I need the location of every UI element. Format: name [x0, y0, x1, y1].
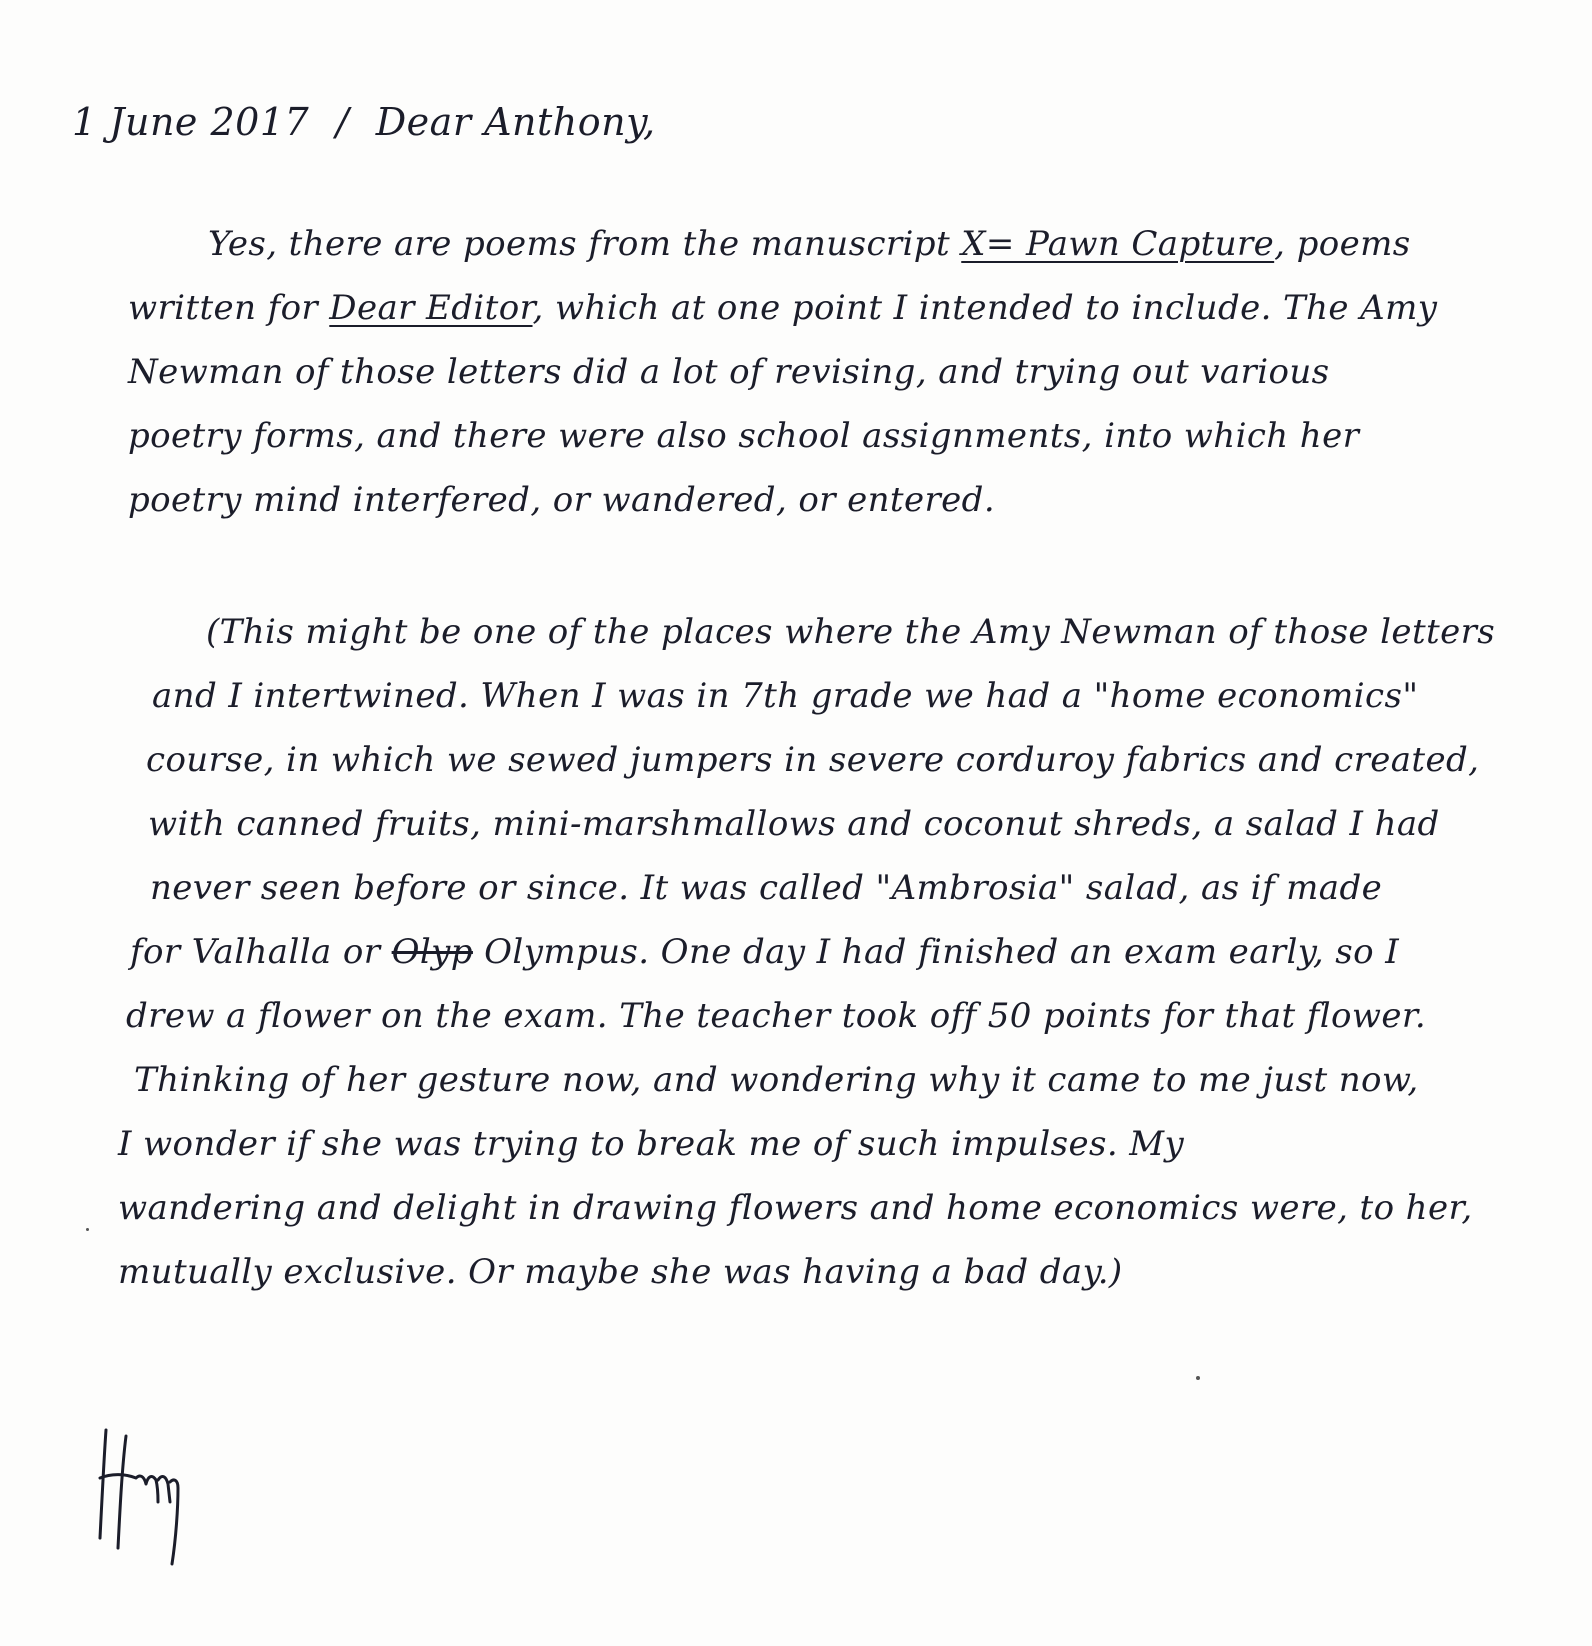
- letter-line: Yes, there are poems from the manuscript X= Pawn Capture, poems: [208, 224, 1411, 264]
- letter-line: mutually exclusive. Or maybe she was having a bad day.): [118, 1252, 1123, 1292]
- letter-line: Newman of those letters did a lot of revising, and trying out various: [128, 352, 1330, 392]
- letter-date: 1 June 2017: [72, 100, 310, 144]
- letter-line: Thinking of her gesture now, and wondering why it came to me just now,: [134, 1060, 1419, 1100]
- letter-line: for Valhalla or Olyp Olympus. One day I had finished an exam early, so I: [130, 932, 1400, 972]
- salutation: Dear Anthony,: [375, 100, 656, 144]
- letter-line: I wonder if she was trying to break me of such impulses. My: [118, 1124, 1185, 1164]
- letter-line: course, in which we sewed jumpers in severe corduroy fabrics and created,: [146, 740, 1480, 780]
- paragraph-two: [118, 600, 1508, 1304]
- paper-speck: [86, 1228, 89, 1231]
- manuscript-title: X= Pawn Capture: [961, 224, 1275, 264]
- letter-line: wandering and delight in drawing flowers and home economics were, to her,: [118, 1188, 1473, 1228]
- letter-line: with canned fruits, mini-marshmallows and coconut shreds, a salad I had: [148, 804, 1440, 844]
- paragraph-one: [128, 212, 1518, 532]
- letter-line: and I intertwined. When I was in 7th grade we had a "home economics": [152, 676, 1419, 716]
- letter-line: written for Dear Editor, which at one point I intended to include. The Amy: [128, 288, 1438, 328]
- signature-image: [92, 1418, 202, 1568]
- letter-line: drew a flower on the exam. The teacher took off 50 points for that flower.: [126, 996, 1427, 1036]
- crossed-out-word: Olyp: [391, 932, 473, 972]
- letter-line: poetry forms, and there were also school assignments, into which her: [128, 416, 1360, 456]
- paper-speck: [1196, 1376, 1200, 1380]
- book-title: Dear Editor: [329, 288, 533, 328]
- letter-header: [72, 100, 656, 144]
- letter-line: poetry mind interfered, or wandered, or entered.: [128, 480, 996, 520]
- letter-line: never seen before or since. It was called "Ambrosia" salad, as if made: [150, 868, 1383, 908]
- header-separator: /: [335, 100, 350, 144]
- letter-line: (This might be one of the places where the Amy Newman of those letters: [206, 612, 1496, 652]
